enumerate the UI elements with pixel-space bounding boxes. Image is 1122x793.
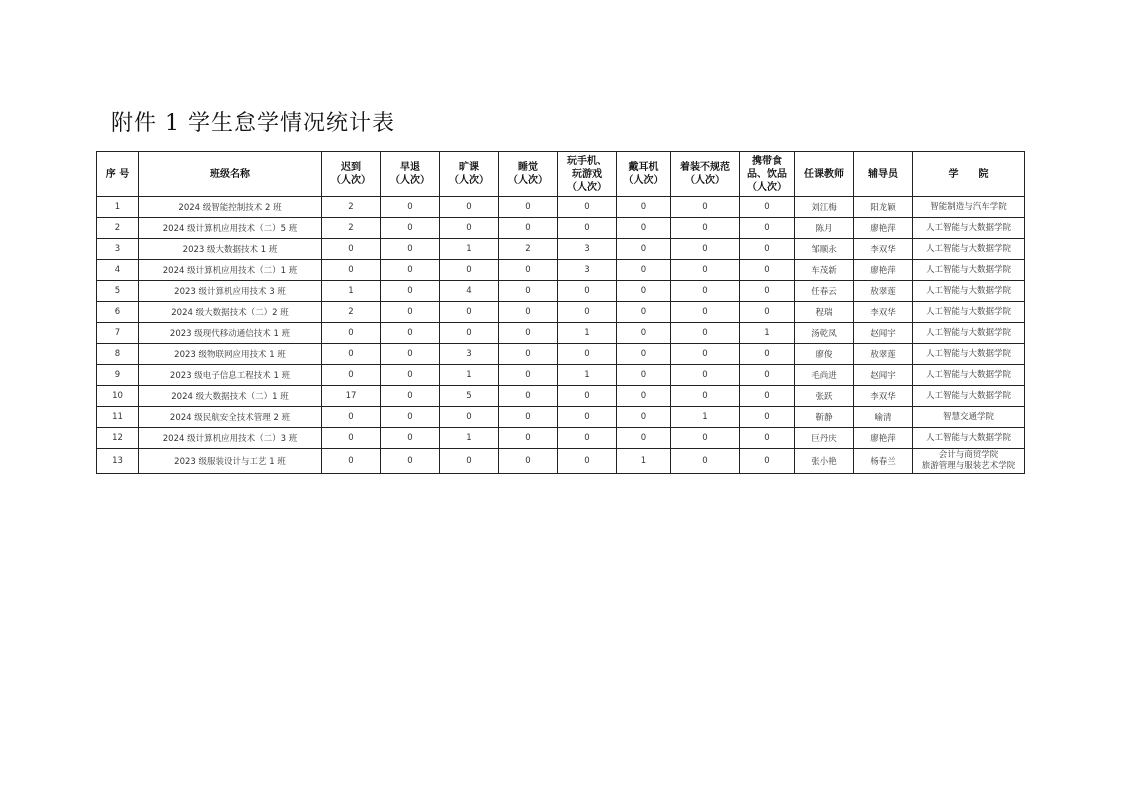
- cell-absent: 1: [440, 365, 499, 386]
- col-header-food: [740, 152, 795, 197]
- cell-absent: 0: [440, 449, 499, 474]
- cell-counselor: 敖翠莲: [854, 281, 913, 302]
- college-name: 人工智能与大数据学院: [925, 348, 1011, 359]
- document-title: 附件 1 学生怠学情况统计表: [111, 111, 395, 136]
- cell-earphone: 0: [617, 302, 671, 323]
- cell-teacher: 邹顺永: [795, 239, 854, 260]
- col-header-counselor: [854, 152, 913, 197]
- cell-phone: 0: [558, 428, 617, 449]
- cell-early: 0: [381, 365, 440, 386]
- cell-absent: 0: [440, 218, 499, 239]
- cell-absent: 0: [440, 260, 499, 281]
- cell-late: 0: [322, 260, 381, 281]
- cell-absent: 0: [440, 323, 499, 344]
- cell-college: [913, 197, 1025, 218]
- table-row: [97, 239, 1025, 260]
- header-text: 班级名称: [210, 168, 250, 180]
- cell-class-name: 2023 级电子信息工程技术 1 班: [139, 365, 322, 386]
- cell-early: 0: [381, 260, 440, 281]
- cell-no: 9: [97, 365, 139, 386]
- cell-sleep: 0: [499, 365, 558, 386]
- header-text: 任课教师: [804, 168, 844, 180]
- cell-counselor: 杨春兰: [854, 449, 913, 474]
- col-header-phone: [558, 152, 617, 197]
- header-text: （人次）: [449, 175, 489, 186]
- cell-college: [913, 407, 1025, 428]
- header-text: 迟到: [341, 162, 361, 173]
- cell-teacher: 毛尚进: [795, 365, 854, 386]
- cell-no: 3: [97, 239, 139, 260]
- cell-counselor: 敖翠莲: [854, 344, 913, 365]
- header-text: 学 院: [948, 168, 989, 180]
- cell-sleep: 0: [499, 218, 558, 239]
- college-name: 旅游管理与服装艺术学院: [921, 461, 1016, 471]
- cell-late: 0: [322, 449, 381, 474]
- cell-phone: 0: [558, 218, 617, 239]
- cell-late: 0: [322, 239, 381, 260]
- cell-early: 0: [381, 197, 440, 218]
- cell-class-name: 2023 级物联网应用技术 1 班: [139, 344, 322, 365]
- cell-phone: 0: [558, 386, 617, 407]
- cell-college: [913, 365, 1025, 386]
- table-row: [97, 302, 1025, 323]
- cell-teacher: 汤乾凤: [795, 323, 854, 344]
- table-row: [97, 218, 1025, 239]
- table-row: [97, 197, 1025, 218]
- cell-food: 0: [740, 239, 795, 260]
- cell-food: 0: [740, 407, 795, 428]
- col-header-no: [97, 152, 139, 197]
- header-text: （人次）: [508, 175, 548, 186]
- cell-phone: 0: [558, 197, 617, 218]
- cell-sleep: 0: [499, 197, 558, 218]
- cell-late: 0: [322, 323, 381, 344]
- cell-phone: 0: [558, 449, 617, 474]
- col-header-class: [139, 152, 322, 197]
- col-header-late: [322, 152, 381, 197]
- cell-sleep: 0: [499, 386, 558, 407]
- cell-counselor: 赵闻宇: [854, 323, 913, 344]
- cell-sleep: 0: [499, 344, 558, 365]
- cell-class-name: 2024 级计算机应用技术（二）1 班: [139, 260, 322, 281]
- cell-earphone: 0: [617, 386, 671, 407]
- cell-food: 0: [740, 365, 795, 386]
- table-row: [97, 281, 1025, 302]
- cell-early: 0: [381, 428, 440, 449]
- cell-teacher: 车茂新: [795, 260, 854, 281]
- cell-absent: 1: [440, 239, 499, 260]
- cell-dress: 0: [671, 449, 740, 474]
- cell-no: 6: [97, 302, 139, 323]
- cell-early: 0: [381, 239, 440, 260]
- cell-college: [913, 302, 1025, 323]
- header-text: 序 号: [105, 168, 130, 180]
- cell-phone: 1: [558, 323, 617, 344]
- col-header-absent: [440, 152, 499, 197]
- college-name: 人工智能与大数据学院: [925, 327, 1011, 338]
- cell-phone: 0: [558, 344, 617, 365]
- cell-class-name: 2024 级大数据技术（二）2 班: [139, 302, 322, 323]
- college-name: 人工智能与大数据学院: [925, 264, 1011, 275]
- cell-earphone: 0: [617, 344, 671, 365]
- cell-food: 0: [740, 449, 795, 474]
- table-row: [97, 386, 1025, 407]
- header-text: 旷课: [459, 162, 479, 173]
- header-text: （人次）: [331, 175, 371, 186]
- cell-phone: 3: [558, 239, 617, 260]
- college-name: 人工智能与大数据学院: [925, 243, 1011, 254]
- cell-sleep: 2: [499, 239, 558, 260]
- cell-class-name: 2024 级计算机应用技术（二）5 班: [139, 218, 322, 239]
- cell-earphone: 0: [617, 239, 671, 260]
- cell-food: 0: [740, 386, 795, 407]
- cell-dress: 0: [671, 302, 740, 323]
- header-text: （人次）: [567, 181, 607, 193]
- header-text: （人次）: [747, 181, 787, 193]
- header-text: 玩手机、: [567, 155, 607, 167]
- college-name: 人工智能与大数据学院: [925, 222, 1011, 233]
- cell-phone: 0: [558, 407, 617, 428]
- table-row: [97, 344, 1025, 365]
- cell-dress: 1: [671, 407, 740, 428]
- cell-late: 0: [322, 365, 381, 386]
- col-header-dress: [671, 152, 740, 197]
- header-text: 品、饮品: [747, 168, 787, 180]
- cell-sleep: 0: [499, 449, 558, 474]
- college-name: 人工智能与大数据学院: [925, 306, 1011, 317]
- college-name: 人工智能与大数据学院: [925, 432, 1011, 443]
- cell-absent: 0: [440, 407, 499, 428]
- cell-late: 0: [322, 344, 381, 365]
- cell-late: 2: [322, 218, 381, 239]
- cell-absent: 4: [440, 281, 499, 302]
- cell-early: 0: [381, 449, 440, 474]
- cell-class-name: 2023 级计算机应用技术 3 班: [139, 281, 322, 302]
- cell-class-name: 2023 级现代移动通信技术 1 班: [139, 323, 322, 344]
- cell-no: 13: [97, 449, 139, 474]
- cell-no: 4: [97, 260, 139, 281]
- cell-early: 0: [381, 386, 440, 407]
- cell-absent: 0: [440, 197, 499, 218]
- cell-counselor: 廖艳萍: [854, 428, 913, 449]
- cell-counselor: 廖艳萍: [854, 260, 913, 281]
- cell-earphone: 0: [617, 281, 671, 302]
- cell-earphone: 0: [617, 428, 671, 449]
- cell-earphone: 0: [617, 260, 671, 281]
- cell-earphone: 0: [617, 407, 671, 428]
- cell-food: 0: [740, 197, 795, 218]
- cell-late: 0: [322, 428, 381, 449]
- cell-college: [913, 260, 1025, 281]
- cell-dress: 0: [671, 260, 740, 281]
- cell-phone: 1: [558, 365, 617, 386]
- cell-counselor: 李双华: [854, 302, 913, 323]
- table-row: [97, 407, 1025, 428]
- cell-dress: 0: [671, 344, 740, 365]
- cell-early: 0: [381, 281, 440, 302]
- cell-college: [913, 323, 1025, 344]
- college-name: 智能制造与汽车学院: [930, 201, 1007, 212]
- cell-sleep: 0: [499, 428, 558, 449]
- college-name: 会计与商贸学院: [938, 450, 999, 460]
- cell-food: 0: [740, 428, 795, 449]
- cell-sleep: 0: [499, 323, 558, 344]
- cell-early: 0: [381, 407, 440, 428]
- cell-class-name: 2024 级大数据技术（二）1 班: [139, 386, 322, 407]
- cell-late: 0: [322, 407, 381, 428]
- cell-no: 12: [97, 428, 139, 449]
- cell-no: 8: [97, 344, 139, 365]
- cell-teacher: 刘江梅: [795, 197, 854, 218]
- header-text: （人次）: [623, 175, 664, 186]
- cell-dress: 0: [671, 281, 740, 302]
- table-row: [97, 428, 1025, 449]
- cell-sleep: 0: [499, 407, 558, 428]
- table-row: [97, 449, 1025, 474]
- cell-earphone: 0: [617, 218, 671, 239]
- cell-sleep: 0: [499, 260, 558, 281]
- cell-dress: 0: [671, 386, 740, 407]
- cell-college: [913, 449, 1025, 474]
- cell-teacher: 巨丹庆: [795, 428, 854, 449]
- cell-class-name: 2024 级智能控制技术 2 班: [139, 197, 322, 218]
- cell-no: 10: [97, 386, 139, 407]
- header-text: （人次）: [685, 175, 725, 186]
- cell-college: [913, 386, 1025, 407]
- cell-earphone: 0: [617, 365, 671, 386]
- header-text: 早退: [400, 162, 420, 173]
- cell-college: [913, 428, 1025, 449]
- cell-counselor: 李双华: [854, 239, 913, 260]
- table-row: [97, 323, 1025, 344]
- table-row: [97, 260, 1025, 281]
- cell-phone: 0: [558, 302, 617, 323]
- cell-teacher: 廖俊: [795, 344, 854, 365]
- header-text: 睡觉: [518, 162, 538, 173]
- cell-late: 1: [322, 281, 381, 302]
- cell-earphone: 1: [617, 449, 671, 474]
- cell-teacher: 靳静: [795, 407, 854, 428]
- cell-counselor: 李双华: [854, 386, 913, 407]
- cell-no: 2: [97, 218, 139, 239]
- cell-college: [913, 239, 1025, 260]
- cell-teacher: 陈月: [795, 218, 854, 239]
- cell-college: [913, 281, 1025, 302]
- cell-college: [913, 218, 1025, 239]
- cell-sleep: 0: [499, 281, 558, 302]
- col-header-earphone: [617, 152, 671, 197]
- header-text: 玩游戏: [572, 168, 602, 180]
- cell-class-name: 2024 级计算机应用技术（二）3 班: [139, 428, 322, 449]
- cell-absent: 1: [440, 428, 499, 449]
- cell-food: 0: [740, 344, 795, 365]
- cell-absent: 0: [440, 302, 499, 323]
- header-text: 戴耳机: [628, 162, 659, 173]
- college-name: 人工智能与大数据学院: [925, 369, 1011, 380]
- cell-late: 2: [322, 197, 381, 218]
- cell-early: 0: [381, 344, 440, 365]
- cell-food: 0: [740, 218, 795, 239]
- college-name: 人工智能与大数据学院: [925, 285, 1011, 296]
- header-text: 着装不规范: [680, 162, 730, 173]
- cell-no: 1: [97, 197, 139, 218]
- cell-earphone: 0: [617, 197, 671, 218]
- cell-food: 0: [740, 260, 795, 281]
- cell-no: 7: [97, 323, 139, 344]
- col-header-teacher: [795, 152, 854, 197]
- cell-dress: 0: [671, 218, 740, 239]
- cell-late: 17: [322, 386, 381, 407]
- cell-phone: 0: [558, 281, 617, 302]
- cell-class-name: 2024 级民航安全技术管理 2 班: [139, 407, 322, 428]
- cell-dress: 0: [671, 197, 740, 218]
- college-name: 智慧交通学院: [942, 411, 994, 422]
- cell-early: 0: [381, 218, 440, 239]
- cell-dress: 0: [671, 365, 740, 386]
- header-text: 携带食: [752, 155, 782, 167]
- college-name: 人工智能与大数据学院: [925, 390, 1011, 401]
- cell-college: [913, 344, 1025, 365]
- cell-no: 5: [97, 281, 139, 302]
- cell-absent: 3: [440, 344, 499, 365]
- cell-dress: 0: [671, 428, 740, 449]
- cell-late: 2: [322, 302, 381, 323]
- col-header-college: [913, 152, 1025, 197]
- cell-absent: 5: [440, 386, 499, 407]
- cell-teacher: 程瑞: [795, 302, 854, 323]
- cell-dress: 0: [671, 323, 740, 344]
- cell-counselor: 赵闻宇: [854, 365, 913, 386]
- cell-teacher: 任春云: [795, 281, 854, 302]
- header-text: （人次）: [390, 175, 430, 186]
- cell-teacher: 张跃: [795, 386, 854, 407]
- cell-early: 0: [381, 323, 440, 344]
- cell-class-name: 2023 级服装设计与工艺 1 班: [139, 449, 322, 474]
- table-row: [97, 365, 1025, 386]
- cell-food: 0: [740, 302, 795, 323]
- col-header-early: [381, 152, 440, 197]
- table-header-row: [97, 152, 1025, 197]
- cell-teacher: 张小艳: [795, 449, 854, 474]
- cell-food: 0: [740, 281, 795, 302]
- header-text: 辅导员: [868, 168, 898, 180]
- cell-dress: 0: [671, 239, 740, 260]
- attendance-stats-table: [96, 151, 1025, 474]
- cell-class-name: 2023 级大数据技术 1 班: [139, 239, 322, 260]
- col-header-sleep: [499, 152, 558, 197]
- cell-counselor: 廖艳萍: [854, 218, 913, 239]
- cell-early: 0: [381, 302, 440, 323]
- cell-sleep: 0: [499, 302, 558, 323]
- cell-earphone: 0: [617, 323, 671, 344]
- cell-phone: 3: [558, 260, 617, 281]
- cell-no: 11: [97, 407, 139, 428]
- cell-counselor: 喻清: [854, 407, 913, 428]
- cell-food: 1: [740, 323, 795, 344]
- cell-counselor: 阳龙颖: [854, 197, 913, 218]
